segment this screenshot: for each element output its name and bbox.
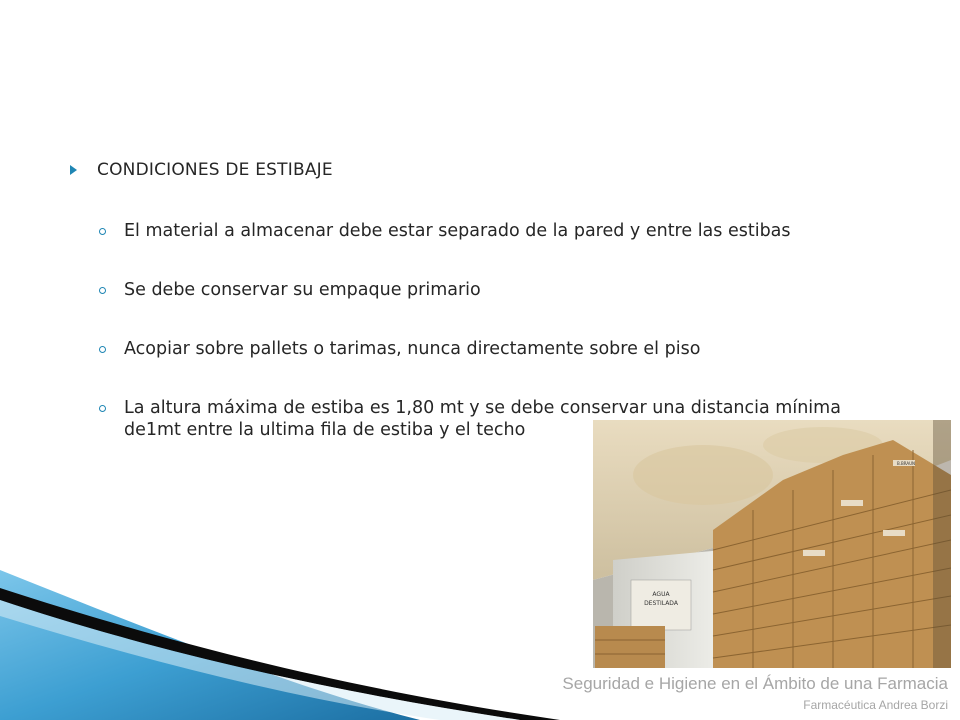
arrow-bullet-icon: [70, 165, 77, 175]
circle-bullet-icon: [99, 228, 106, 235]
bullet-text: Acopiar sobre pallets o tarimas, nunca directamente sobre el piso: [124, 339, 701, 359]
heading-text: CONDICIONES DE ESTIBAJE: [97, 160, 333, 180]
decorative-swoosh: [0, 570, 620, 720]
bullet-list: [98, 220, 898, 441]
bullet-text: Se debe conservar su empaque primario: [124, 280, 481, 300]
bullet-item: [98, 279, 898, 301]
bullet-item: [98, 220, 898, 242]
sign-line-1: AGUA: [652, 591, 670, 598]
circle-bullet-icon: [99, 287, 106, 294]
circle-bullet-icon: [99, 346, 106, 353]
sign-line-2: DESTILADA: [644, 600, 678, 607]
footer-title: Seguridad e Higiene en el Ámbito de una Farmacia: [562, 674, 948, 693]
footer-author: Farmacéutica Andrea Borzi: [803, 698, 948, 712]
section-heading: [70, 160, 333, 180]
box-brand-label: B.BRAUN: [897, 461, 916, 466]
storage-photo: [593, 420, 951, 668]
circle-bullet-icon: [99, 405, 106, 412]
bullet-text: La altura máxima de estiba es 1,80 mt y se debe conservar una distancia mínima de1mt entre la ultima fila de estiba y el techo: [124, 398, 841, 440]
bullet-item: [98, 338, 898, 360]
bullet-text: El material a almacenar debe estar separado de la pared y entre las estibas: [124, 221, 791, 241]
